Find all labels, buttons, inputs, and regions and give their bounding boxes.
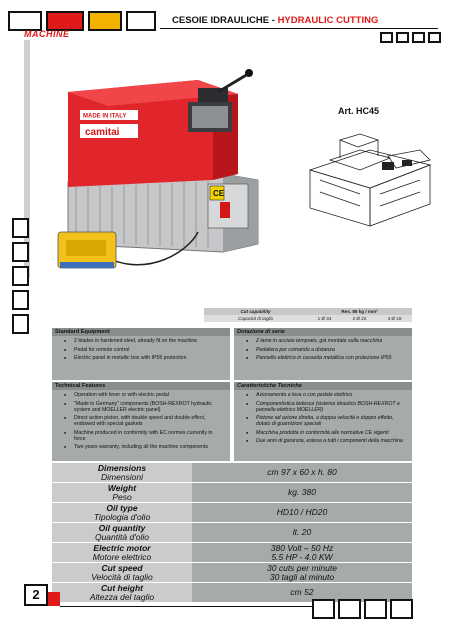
panel-heading: Technical Features [52,382,230,390]
panel-heading: Dotazione di serie [234,328,412,336]
spec-row [52,563,412,582]
made-in-italy-label: MADE IN ITALY [83,113,127,120]
capability-value: 3 Ø 18 [387,316,402,321]
title-italian: CESOIE IDRAULICHE - [172,15,278,26]
decoration-box [396,32,409,43]
spec-label-en: Dimensions [97,463,147,473]
decoration-box [12,218,29,238]
logo-block [88,11,122,31]
spec-label-en: Cut speed [101,563,143,573]
list-item: ■ Pannello elettrico in cassetta metallica con protezione IP55 [246,355,406,361]
page-title [172,15,378,26]
spec-row [52,503,412,522]
side-decoration-boxes [12,218,29,334]
panel-heading: Standard Equipment [52,328,230,336]
list-item: ■ "Made in Germany" components (BOSH-REXROT hydraulic system and MOELLER electric panel) [64,401,224,413]
logo-block [126,11,156,31]
spec-value: HD10 / HD20 [276,507,328,517]
spec-label-it: Peso [112,491,132,502]
decoration-box [380,32,393,43]
decoration-box [390,599,413,619]
spec-value-secondary: 30 tagli al minuto [269,571,335,582]
spec-value: 380 Volt – 50 Hz [270,543,334,553]
logo-text: MACHINE [24,29,70,39]
brand-plate: camitai [85,127,120,138]
list-item: ■ Due anni di garanzia, estesa a tutti i componenti della macchina [246,438,406,444]
dotazione-panel [234,328,412,380]
list-item: ■ Operation with lever or with electric pedal [64,392,224,398]
spec-label-en: Electric motor [93,543,151,553]
decoration-box [12,242,29,262]
decoration-box [12,266,29,286]
list-item: ■ 2 blades in hardened steel, already fit on the machine [64,338,224,344]
capability-subtitle: Capacità di taglio [237,316,274,321]
logo-block [8,11,42,31]
spec-row [52,483,412,502]
spec-value: 30 cuts per minute [267,563,337,573]
decoration-box [338,599,361,619]
caratteristiche-panel [234,382,412,461]
spec-label-en: Oil quantity [98,523,146,533]
capability-title: Cut capability [240,309,271,314]
spec-label-it: Altezza del taglio [89,591,155,602]
decoration-box [412,32,425,43]
capability-value: 1 Ø 34 [317,316,332,321]
footer-rule [60,606,312,607]
list-item: ■ Direct action piston, with double speed and double effect, endowed with special gaskets [64,415,224,427]
header-rule [160,28,438,29]
spec-value-secondary: 5.5 HP - 4.0 KW [271,551,333,562]
spec-label-it: Velocità di taglio [91,571,153,582]
logo-block [46,11,84,31]
capability-resistance: Res. 85 kg / mm² [341,309,378,314]
standard-equipment-panel [52,328,230,380]
list-item: ■ Two years warranty, including all the machine components [64,444,224,450]
decoration-box [12,314,29,334]
page-number: 2 [24,584,48,606]
cut-capability-table [204,308,412,322]
page-number-accent [46,592,60,606]
spec-value: cm 97 x 60 x h. 80 [267,467,337,477]
spec-row [52,543,412,562]
list-item: ■ Pistone ad azione diretta, a doppia velocità e doppio effetto, dotato di guarnizioni speciali [246,415,406,427]
decoration-box [312,599,335,619]
spec-table [52,463,412,603]
spec-row [52,463,412,482]
spec-value: cm 52 [290,587,314,597]
capability-header-row [204,308,412,315]
list-item: ■ Pedaliera per comando a distanza [246,347,406,353]
spec-label-en: Weight [107,483,137,493]
brand-logo [8,11,158,41]
list-item: ■ 2 lame in acciaio temprato, già montate sulla macchina [246,338,406,344]
spec-value: lt. 20 [292,527,312,537]
machine-photo [48,62,278,282]
article-number: Art. HC45 [338,106,380,116]
ce-mark: CE [213,189,225,198]
capability-value: 2 Ø 22 [352,316,367,321]
list-item: ■ Macchina prodotta in conformità alle normative CE vigenti [246,430,406,436]
spec-label-it: Motore elettrico [92,551,152,562]
footer-decoration-boxes [312,599,413,619]
capability-values-row [204,315,412,322]
spec-label-it: Quantità d'olio [94,531,150,542]
spec-value: kg. 380 [288,487,316,497]
list-item: ■ Electric panel in metallic box with IP55 protection [64,355,224,361]
spec-row [52,523,412,542]
decoration-box [364,599,387,619]
list-item: ■ Azionamento a leva o con pedale elettrico [246,392,406,398]
decoration-box [12,290,29,310]
technical-features-panel [52,382,230,461]
list-item: ■ Machine produced in conformity with EC normes currently in force [64,430,224,442]
list-item: ■ Pedal for remote control [64,347,224,353]
panel-heading: Caratteristiche Tecniche [234,382,412,390]
title-english: HYDRAULIC CUTTING [277,15,379,26]
spec-label-it: Tipologia d'olio [93,511,151,522]
spec-label-it: Dimensioni [100,471,144,482]
list-item: ■ Componentistica tedesca (sistema idraulico BOSH-REXROT e pannello elettrico MOELLER) [246,401,406,413]
technical-drawing [300,120,440,230]
header-decoration-boxes [380,32,441,43]
spec-label-en: Cut height [100,583,144,593]
decoration-box [428,32,441,43]
spec-label-en: Oil type [106,503,138,513]
